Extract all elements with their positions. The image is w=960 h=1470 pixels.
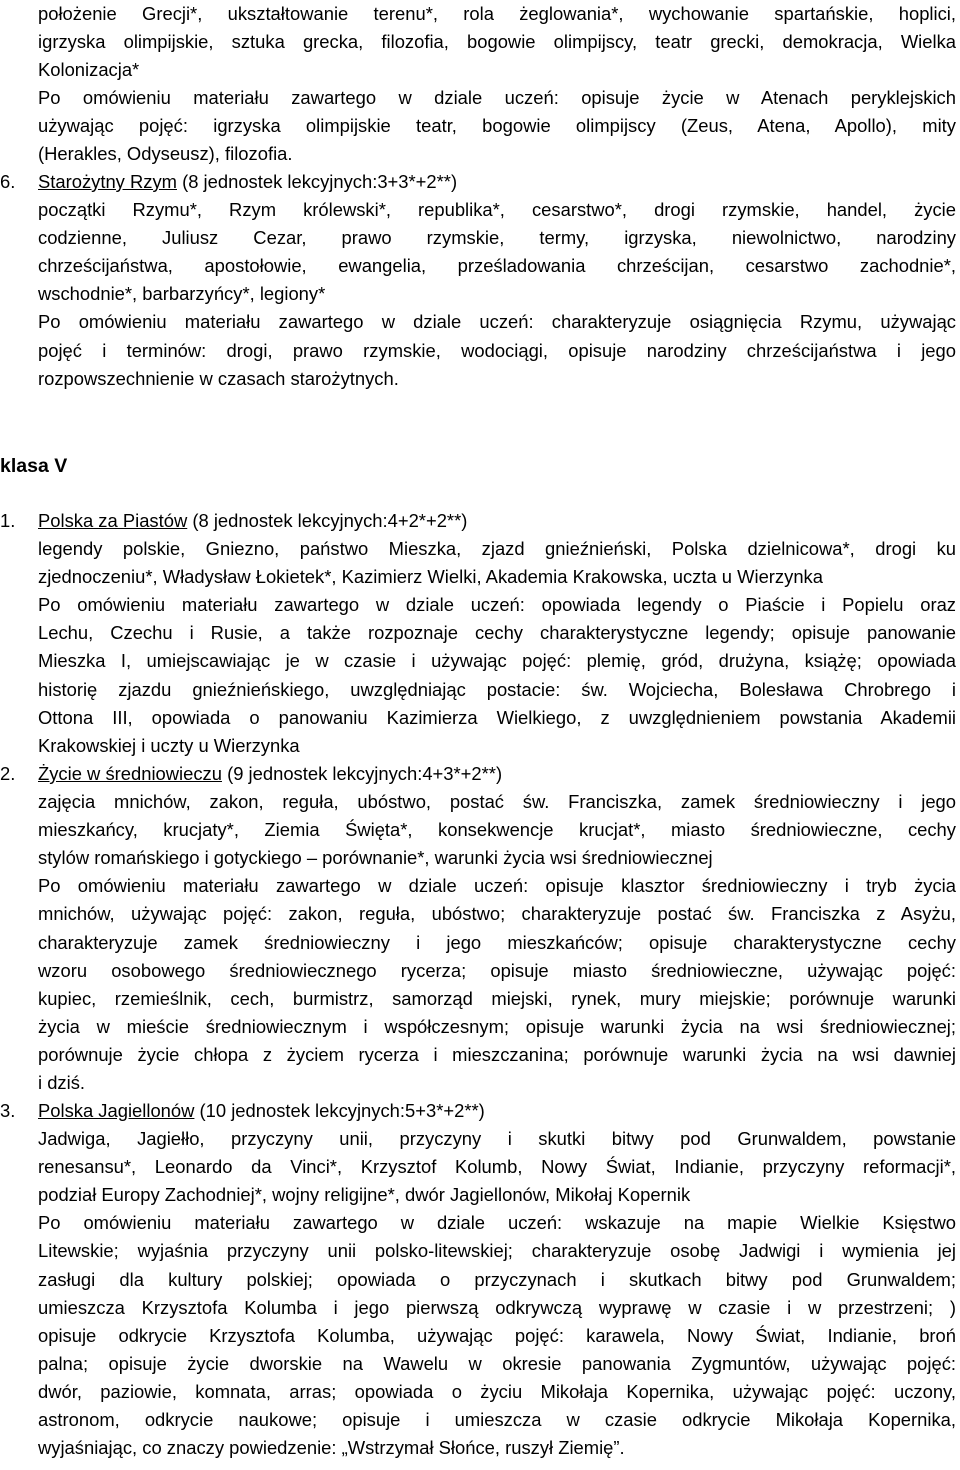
text-line: codzienne, Juliusz Cezar, prawo rzymskie, termy, igrzyska, niewolnictwo, narodziny [38,227,956,249]
text-line: Ottona III, opowiada o panowaniu Kazimierza Wielkiego, z uwzględnieniem powstania Akademii [38,706,956,728]
text-line: charakteryzuje zamek średniowieczny i jego mieszkańców; opisuje charakterystyczne cechy [38,931,956,953]
text-line: opisuje odkrycie Krzysztofa Kolumba, używając pojęć: karawela, Nowy Świat, Indianie, broń [38,1324,956,1346]
text-line: Litewskie; wyjaśnia przyczyny unii polsko-litewskiej; charakteryzuje osobę Jadwigi i wymienia jej [38,1240,956,1262]
section-title: Życie w średniowieczu [38,763,222,784]
text-line: Krakowskiej i uczty u Wierzynka [38,734,300,756]
text-line: legendy polskie, Gniezno, państwo Mieszka, zjazd gnieźnieński, Polska dzielnicowa*, drogi ku [38,538,956,560]
text-line: palna; opisuje życie dworskie na Wawelu w okresie panowania Zygmuntów, używając pojęć: [38,1352,956,1374]
text-line: podział Europy Zachodniej*, wojny religijne*, dwór Jagiellonów, Mikołaj Kopernik [38,1184,691,1206]
section-title: Starożytny Rzym [38,171,177,192]
text-line: dwór, paziowie, komnata, arras; opowiada o życiu Mikołaja Kopernika, używając pojęć: uczony, [38,1380,956,1402]
section-1 [0,507,956,760]
section-heading [0,760,956,788]
intro-block [38,0,956,169]
text-line: astronom, odkrycie naukowe; opisuje i umieszcza w czasie odkrycie Mikołaja Kopernika, [38,1409,956,1431]
section-heading [0,1097,956,1125]
text-line: Lechu, Czechu i Rusie, a także rozpoznaje cechy charakterystyczne legendy; opisuje panowanie [38,622,956,644]
text-line: rozpowszechnienie w czasach starożytnych. [38,367,399,389]
text-line: Po omówieniu materiału zawartego w dziale uczeń: wskazuje na mapie Wielkie Księstwo [38,1212,956,1234]
text-line: używając pojęć: igrzyska olimpijskie teatr, bogowie olimpijscy (Zeus, Atena, Apollo), mity [38,115,956,137]
section-title: Polska za Piastów [38,510,188,531]
text-line: mieszkańcy, krucjaty*, Ziemia Święta*, konsekwencje krucjat*, miasto średniowieczne, cechy [38,819,956,841]
text-line: igrzyska olimpijskie, sztuka grecka, filozofia, bogowie olimpijscy, teatr grecki, demokracja, Wielka [38,31,956,53]
text-line: (Herakles, Odyseusz), filozofia. [38,143,293,165]
text-line: Kolonizacja* [38,59,140,81]
section-hours: (10 jednostek lekcyjnych:5+3*+2**) [194,1100,485,1121]
section-number: 6. [0,171,16,192]
text-line: porównuje życie chłopa z życiem rycerza i mieszczanina; porównuje warunki życia na wsi dawniej [38,1043,956,1065]
text-line: zajęcia mnichów, zakon, reguła, ubóstwo, postać św. Franciszka, zamek średniowieczny i jego [38,791,956,813]
text-line: chrześcijaństwa, apostołowie, ewangelia, prześladowania chrześcijan, cesarstwo zachodnie*, [38,255,956,277]
text-line: zasługi dla kultury polskiej; opowiada o przyczynach i skutkach bitwy pod Grunwaldem; [38,1268,956,1290]
text-line: pojęć i terminów: drogi, prawo rzymskie, wodociągi, opisuje narodziny chrześcijaństwa i jego [38,339,956,361]
text-line: zjednoczeniu*, Władysław Łokietek*, Kazimierz Wielki, Akademia Krakowska, uczta u Wierzynka [38,566,823,588]
section-6 [0,168,956,393]
text-line: umieszcza Krzysztofa Kolumba i jego pierwszą odkrywczą wyprawę w czasie i w przestrzeni; ) [38,1296,956,1318]
section-3 [0,1097,956,1462]
section-number: 2. [0,763,16,784]
text-line: Jadwiga, Jagiełło, przyczyny unii, przyczyny i skutki bitwy pod Grunwaldem, powstanie [38,1128,956,1150]
text-line: renesansu*, Leonardo da Vinci*, Krzysztof Kolumb, Nowy Świat, Indianie, przyczyny reformacji*, [38,1156,956,1178]
text-line: Po omówieniu materiału zawartego w dziale uczeń: charakteryzuje osiągnięcia Rzymu, używając [38,311,956,333]
text-line: Po omówieniu materiału zawartego w dziale uczeń: opisuje klasztor średniowieczny i tryb życia [38,875,956,897]
text-line: wschodnie*, barbarzyńcy*, legiony* [38,283,326,305]
section-heading [0,168,956,196]
section-title: Polska Jagiellonów [38,1100,195,1121]
section-number: 1. [0,510,16,531]
text-line: położenie Grecji*, ukształtowanie terenu*, rola żeglowania*, wychowanie spartańskie, hoplici, [38,3,956,24]
text-line: Po omówieniu materiału zawartego w dziale uczeń: opisuje życie w Atenach peryklejskich [38,87,956,109]
text-line: i dziś. [38,1072,86,1094]
text-line: wyjaśniając, co znaczy powiedzenie: „Wstrzymał Słońce, ruszył Ziemię”. [38,1437,625,1459]
text-line: życia w mieście średniowiecznym i współczesnym; opisuje warunki życia na wsi średniowiecznej; [38,1015,956,1037]
section-number: 3. [0,1100,16,1121]
section-hours: (8 jednostek lekcyjnych:4+2*+2**) [187,510,468,531]
text-line: kupiec, rzemieślnik, cech, burmistrz, samorząd miejski, rynek, mury miejskie; porównuje warunki [38,987,956,1009]
text-line: stylów romańskiego i gotyckiego – porównanie*, warunki życia wsi średniowiecznej [38,847,713,869]
text-line: mnichów, używając pojęć: zakon, reguła, ubóstwo; charakteryzuje postać św. Franciszka z Asyżu, [38,903,956,925]
text-line: historię zjazdu gnieźnieńskiego, uwzględniając postacie: św. Wojciecha, Bolesława Chrobrego i [38,678,956,700]
section-hours: (8 jednostek lekcyjnych:3+3*+2**) [176,171,458,192]
text-line: Mieszka I, umiejscawiając je w czasie i używając pojęć: plemię, gród, drużyna, książę; opowiada [38,650,956,672]
section-heading [0,507,956,535]
text-line: wzoru osobowego średniowiecznego rycerza; opisuje miasto średniowieczne, używając pojęć: [38,959,956,981]
text-line: początki Rzymu*, Rzym królewski*, republika*, cesarstwo*, drogi rzymskie, handel, życie [38,199,956,221]
text-line: Po omówieniu materiału zawartego w dziale uczeń: opowiada legendy o Piaście i Popielu oraz [38,594,956,616]
section-hours: (9 jednostek lekcyjnych:4+3*+2**) [221,763,503,784]
class-heading: klasa V [0,455,68,477]
section-2 [0,760,956,1097]
